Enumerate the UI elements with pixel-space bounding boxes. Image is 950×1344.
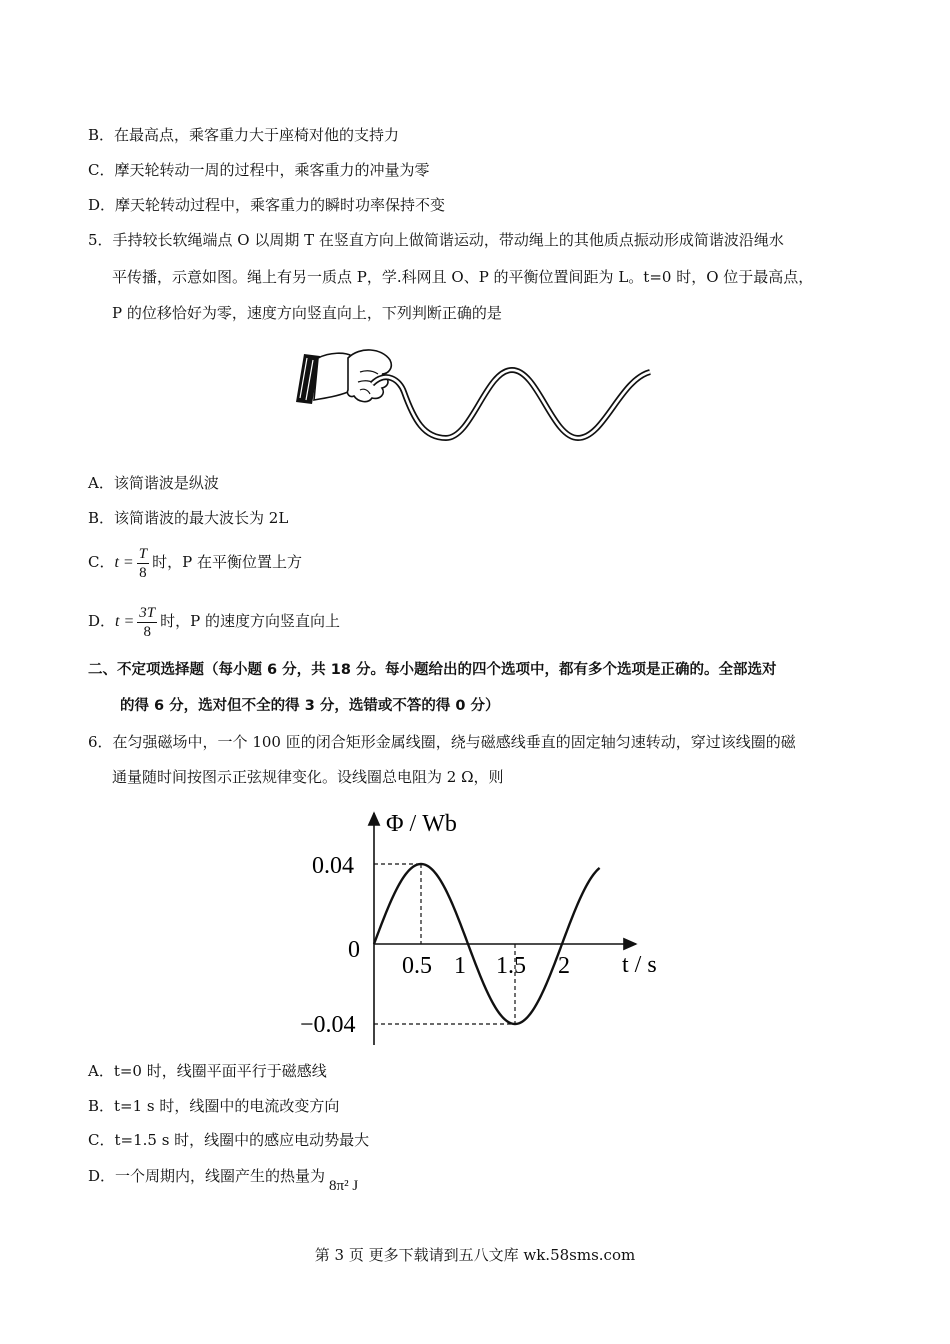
- y-tick-0: 0: [348, 937, 360, 963]
- q4-option-c: C．摩天轮转动一周的过程中，乘客重力的冲量为零: [88, 161, 430, 179]
- x-axis-label: t / s: [622, 952, 657, 978]
- x-tick-2: 2: [558, 953, 570, 979]
- q5-option-c-fraction: [137, 545, 149, 582]
- x-tick-1: 1: [454, 953, 466, 979]
- q6-option-b: B．t=1 s 时，线圈中的电流改变方向: [88, 1097, 340, 1115]
- q6-option-d-text: D．一个周期内，线圈产生的热量为: [88, 1167, 326, 1185]
- q6-option-c: C．t=1.5 s 时，线圈中的感应电动势最大: [88, 1131, 370, 1149]
- q6-stem-line2: 通量随时间按图示正弦规律变化。设线圈总电阻为 2 Ω，则: [112, 768, 504, 786]
- x-tick-1.5: 1.5: [496, 953, 526, 979]
- q5-stem-line2: 平传播，示意如图。绳上有另一质点 P，学.科网且 O、P 的平衡位置间距为 L。t=0 时，O 位于最高点，: [112, 268, 814, 286]
- y-axis-label: Φ / Wb: [386, 811, 457, 837]
- q5-option-d-denominator: 8: [143, 623, 151, 640]
- section2-heading-line2: 的得 6 分，选对但不全的得 3 分，选错或不答的得 0 分）: [120, 698, 500, 714]
- q5-option-d: [88, 599, 340, 644]
- q6-option-d: [88, 1165, 359, 1194]
- y-tick-0.04: 0.04: [312, 853, 354, 879]
- q6-stem-line1: 6．在匀强磁场中，一个 100 匝的闭合矩形金属线圈，绕与磁感线垂直的固定轴匀速转动，穿过该线圈的磁: [88, 733, 796, 751]
- q5-option-d-fraction: [137, 604, 157, 641]
- q5-option-c-numerator: T: [138, 545, 148, 562]
- y-tick-neg0.04: −0.04: [300, 1012, 356, 1038]
- q5-option-d-t: t =: [115, 613, 135, 630]
- section2-heading-line1: 二、不定项选择题（每小题 6 分，共 18 分。每小题给出的四个选项中，都有多个选项是正确的。全部选对: [88, 662, 777, 678]
- q5-option-b: B．该简谐波的最大波长为 2L: [88, 509, 289, 527]
- q5-option-d-numerator: 3T: [139, 604, 156, 621]
- q5-option-c-prefix: C．: [88, 553, 115, 571]
- q6-option-d-value: 8π² J: [329, 1178, 359, 1194]
- q5-option-c-suffix: 时，P 在平衡位置上方: [152, 553, 302, 571]
- q4-option-b: B．在最高点，乘客重力大于座椅对他的支持力: [88, 126, 400, 144]
- q5-option-c-denominator: 8: [139, 564, 147, 581]
- q5-stem-line1: 5．手持较长软绳端点 O 以周期 T 在竖直方向上做简谐运动，带动绳上的其他质点振动形成简谐波沿绳水: [88, 231, 784, 249]
- hand-rope-illustration: [290, 340, 660, 450]
- x-tick-0.5: 0.5: [402, 953, 432, 979]
- q5-option-d-prefix: D．: [88, 612, 116, 630]
- q5-option-a: A．该简谐波是纵波: [88, 474, 219, 492]
- q5-option-d-suffix: 时，P 的速度方向竖直向上: [160, 612, 340, 630]
- q6-option-a: A．t=0 时，线圈平面平行于磁感线: [88, 1062, 327, 1080]
- q5-stem-line3: P 的位移恰好为零，速度方向竖直向上，下列判断正确的是: [112, 304, 502, 322]
- flux-time-chart: [300, 805, 680, 1050]
- q5-option-c: [88, 540, 302, 585]
- q5-option-c-t: t =: [114, 554, 134, 571]
- q4-option-d: D．摩天轮转动过程中，乘客重力的瞬时功率保持不变: [88, 196, 446, 214]
- page-footer: 第 3 页 更多下载请到五八文库 wk.58sms.com: [314, 1246, 636, 1264]
